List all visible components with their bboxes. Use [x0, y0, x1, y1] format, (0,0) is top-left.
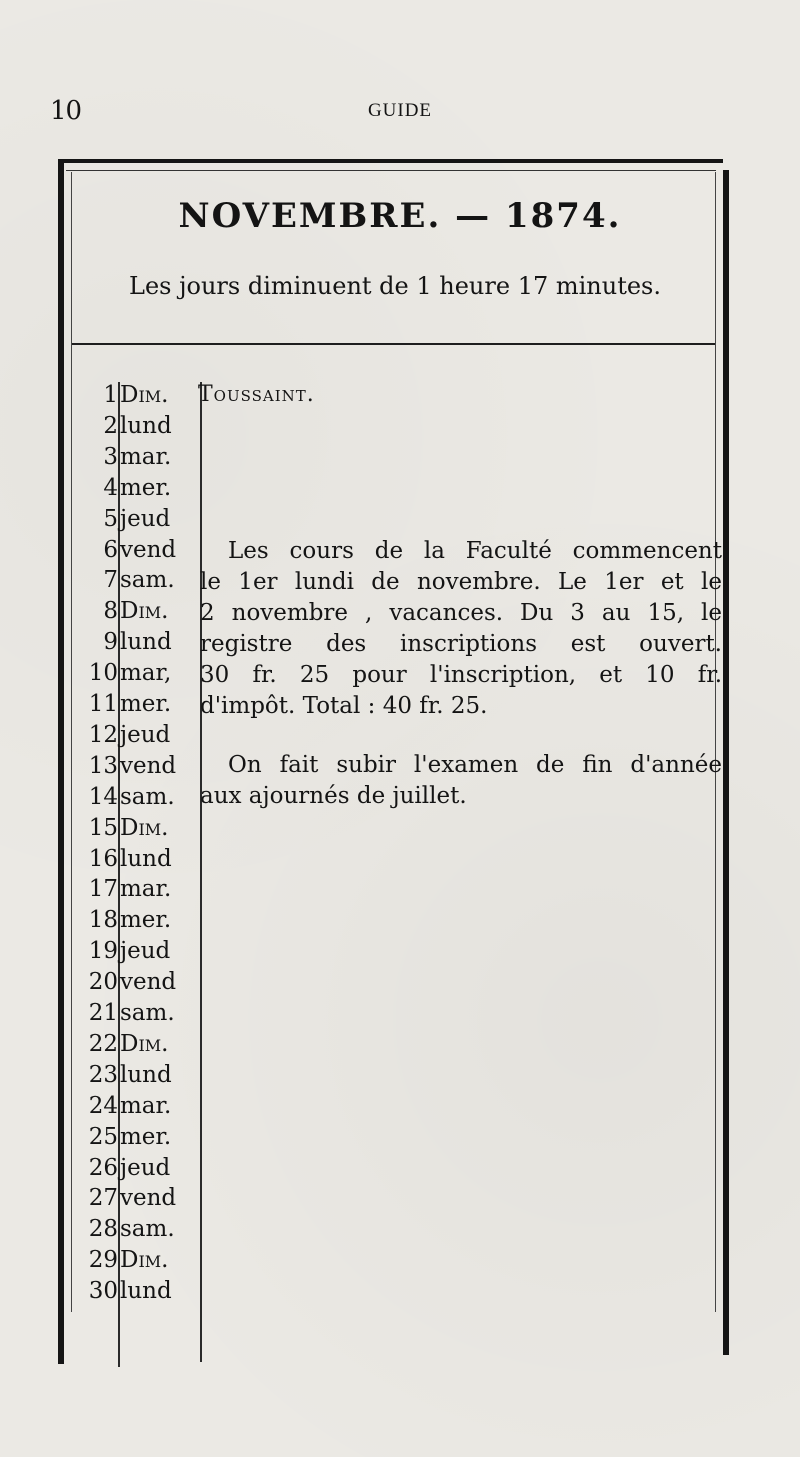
- day-row: [74, 1214, 204, 1244]
- day-number: 22: [88, 1030, 118, 1057]
- day-number: 17: [88, 876, 118, 903]
- day-number: 16: [88, 845, 118, 872]
- month-title: NOVEMBRE. — 1874.: [178, 196, 622, 236]
- day-number: 24: [88, 1092, 118, 1119]
- day-number: 26: [88, 1154, 118, 1181]
- day-row: [74, 1091, 204, 1121]
- note-line: 30 fr. 25 pour l'inscription, et 10 fr.: [200, 662, 722, 688]
- day-number: 10: [88, 660, 118, 687]
- day-number: 5: [103, 505, 118, 532]
- day-row: [74, 411, 204, 441]
- day-name: vend: [120, 969, 177, 996]
- day-row: [74, 813, 204, 843]
- day-number: 23: [88, 1061, 118, 1088]
- day-name: mer.: [120, 474, 172, 501]
- note-line: aux ajournés de juillet.: [200, 783, 467, 809]
- day-number: 12: [88, 721, 118, 748]
- frame-border-left: [58, 159, 64, 1364]
- day-name: vend: [120, 536, 177, 563]
- running-head: GUIDE: [367, 100, 433, 121]
- day-number: 9: [103, 629, 118, 656]
- day-number: 18: [88, 907, 118, 934]
- day-row: [74, 1060, 204, 1090]
- day-name: jeud: [120, 938, 171, 965]
- day-number: 21: [88, 1000, 118, 1026]
- day-row: [74, 1029, 204, 1059]
- day-number: 20: [88, 969, 118, 996]
- day-row: [74, 380, 204, 410]
- day-name: mer.: [120, 907, 172, 934]
- day-name: lund: [120, 412, 172, 439]
- day-name: Dim.: [120, 1030, 169, 1057]
- day-row: [74, 689, 204, 719]
- day-row: [74, 1276, 204, 1306]
- day-number: 6: [103, 536, 118, 563]
- day-row: [74, 720, 204, 750]
- day-row: [74, 1245, 204, 1275]
- day-number: 25: [88, 1123, 118, 1150]
- day-row: [74, 565, 204, 595]
- day-row: [74, 1183, 204, 1213]
- day-row: [74, 1153, 204, 1183]
- header-divider: [72, 343, 715, 345]
- day-row: [74, 874, 204, 904]
- day-name: lund: [120, 629, 172, 656]
- day-row: [74, 998, 204, 1028]
- day-name: Dim.: [120, 814, 169, 841]
- day-name: jeud: [120, 505, 171, 532]
- feast-label: Toussaint.: [198, 382, 315, 407]
- day-name: mar,: [120, 660, 172, 687]
- day-name: sam.: [120, 1000, 175, 1026]
- frame-border-top-inner: [66, 170, 716, 171]
- day-name: lund: [120, 1278, 172, 1305]
- day-name: vend: [120, 1185, 177, 1212]
- day-name: Dim.: [120, 598, 169, 625]
- day-number: 4: [103, 474, 118, 501]
- day-name: lund: [120, 845, 172, 872]
- day-name: sam.: [120, 567, 175, 594]
- day-number: 30: [88, 1278, 118, 1305]
- day-number: 11: [88, 691, 118, 717]
- day-name: jeud: [120, 1154, 171, 1181]
- day-row: [74, 844, 204, 874]
- day-name: lund: [120, 1061, 172, 1088]
- day-number: 29: [88, 1247, 118, 1274]
- frame-border-top: [58, 159, 723, 163]
- frame-border-right-inner: [715, 172, 716, 1312]
- day-number: 3: [103, 443, 118, 470]
- day-name: mar.: [120, 1092, 172, 1119]
- note-paragraph-1: [200, 536, 722, 722]
- day-row: [74, 535, 204, 565]
- day-number: 27: [88, 1185, 118, 1212]
- day-row: [74, 473, 204, 503]
- day-row: [74, 1122, 204, 1152]
- day-number: 8: [103, 598, 118, 625]
- day-name: mer.: [120, 1123, 172, 1150]
- note-line: registre des inscriptions est ouvert.: [200, 631, 722, 657]
- note-line: d'impôt. Total : 40 fr. 25.: [200, 693, 488, 719]
- frame-border-right: [723, 170, 729, 1355]
- day-name: sam.: [120, 783, 175, 810]
- day-name: Dim.: [120, 382, 169, 408]
- day-number: 7: [103, 567, 118, 594]
- day-row: [74, 751, 204, 781]
- daylight-note: Les jours diminuent de 1 heure 17 minutes.: [129, 272, 661, 300]
- day-row: [74, 905, 204, 935]
- day-number: 2: [103, 412, 118, 439]
- day-number: 28: [88, 1216, 118, 1243]
- day-row: [74, 782, 204, 812]
- day-row: [74, 504, 204, 534]
- day-name: vend: [120, 752, 177, 779]
- day-name: Dim.: [120, 1247, 169, 1274]
- day-row: [74, 967, 204, 997]
- day-row: [74, 936, 204, 966]
- day-name: sam.: [120, 1216, 175, 1243]
- page-number: 10: [50, 96, 82, 126]
- day-name: mer.: [120, 691, 172, 717]
- note-line: le 1er lundi de novembre. Le 1er et le: [200, 569, 722, 595]
- day-row: [74, 596, 204, 626]
- day-row: [74, 442, 204, 472]
- note-paragraph-2: [200, 750, 722, 812]
- day-number: 1: [103, 382, 118, 408]
- day-number: 13: [88, 752, 118, 779]
- day-name: mar.: [120, 443, 172, 470]
- note-line: Les cours de la Faculté commencent: [228, 538, 722, 564]
- note-line: 2 novembre , vacances. Du 3 au 15, le: [200, 600, 722, 626]
- note-line: On fait subir l'examen de fin d'année: [228, 752, 722, 778]
- day-name: mar.: [120, 876, 172, 903]
- day-row: [74, 658, 204, 688]
- day-row: [74, 627, 204, 657]
- day-number: 14: [88, 783, 118, 810]
- day-name: jeud: [120, 721, 171, 748]
- day-number: 19: [88, 938, 118, 965]
- day-number: 15: [88, 814, 118, 841]
